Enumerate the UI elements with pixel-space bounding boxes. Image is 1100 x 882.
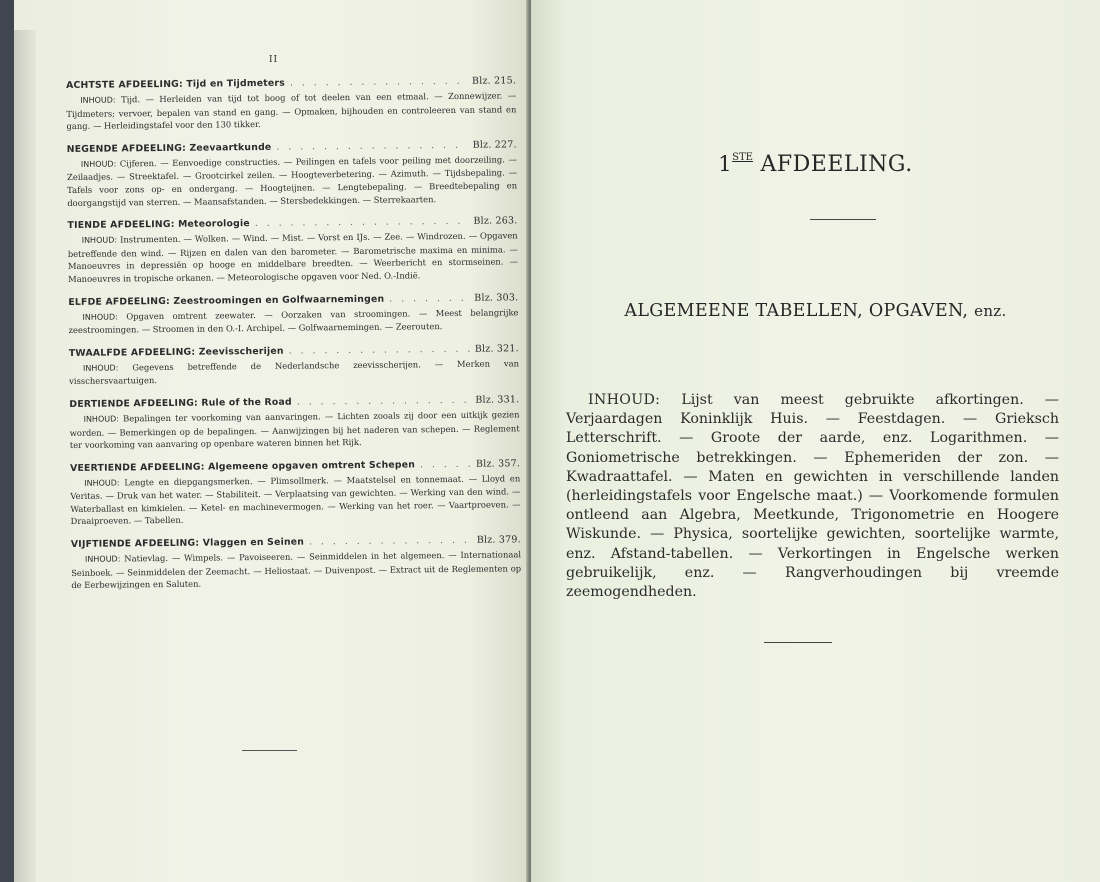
section-contents (67, 153, 518, 209)
right-page (531, 0, 1100, 882)
contents-text: Cijferen. — Eenvoedige constructies. — Peilingen en tafels voor peiling met doorzeiling. — Zeilaadjes. — Streektafel. — Grootcirkel zeilen. — Hoogteverbetering. — Azimuth. — Tijdsbepaling. — Tafels voor zons op- en ondergang. — Hoogteijnen. — Lengtebepaling. — Breedtebepaling en doorgangstijd van sterren. — Maansafstanden. — Stersbedekkingen. — Sterrekaarten. (66, 154, 518, 208)
title-rule (810, 219, 876, 220)
contents-label: INHOUD: (83, 414, 119, 424)
chapter-ordinal-suffix: STE (732, 152, 753, 163)
contents-text: Lengte en diepgangsmerken. — Plimsollmerk. — Maatstelsel en tonnemaat. — Lloyd en Veritas. — Druk van het water. — Stabiliteit. — Verplaatsing van gewichten. — Werking van den wind. — Waterballast en kimkielen. — Ketel- en machinevermogen. — Werking van het roer. — Vaartproeven. — Draaiproeven. — Tabellen. (70, 472, 521, 527)
contents-label: INHOUD: (80, 159, 117, 169)
toc-section-13 (69, 394, 520, 451)
section-title: VEERTIENDE AFDEELING: Algemeene opgaven omtrent Schepen (70, 459, 416, 474)
toc-section-11 (68, 292, 518, 337)
chapter-ordinal: 1 (718, 152, 733, 176)
leader-dots (309, 535, 472, 548)
chapter-title (531, 152, 1100, 177)
contents-label: INHOUD: (84, 554, 121, 564)
contents-text: Natievlag. — Wimpels. — Pavoiseeren. — Seinmiddelen in het algemeen. — Internationaal Seinboek. — Seinmiddelen der Zeemacht. — Heliostaat. — Duivenpost. — Extract uit de Reglementen op de Eerbewijzingen en Saluten. (71, 549, 522, 591)
leader-dots (289, 344, 470, 357)
toc-section-8 (66, 75, 517, 132)
leader-dots (255, 216, 469, 229)
contents-text: Tijd. — Herleiden van tijd tot boog of tot deelen van een etmaal. — Zonnewijzer. — Tijdmeters; vervoer, bepalen van stand en gang. — Opmaken, bijhouden en controleeren van stand en gang. — Herleidingstafel voor den 130 tikker. (66, 90, 517, 132)
section-contents (68, 229, 519, 285)
section-title: ACHTSTE AFDEELING: Tijd en Tijdmeters (66, 77, 285, 91)
toc-section-heading (71, 534, 521, 550)
leader-dots (420, 458, 471, 470)
toc-section-heading (68, 292, 518, 308)
section-title: NEGENDE AFDEELING: Zeevaartkunde (66, 141, 272, 155)
contents-label: INHOUD: (82, 363, 119, 373)
toc-section-10 (67, 215, 518, 285)
section-title: ELFDE AFDEELING: Zeestroomingen en Golfwaarnemingen (68, 293, 385, 308)
toc-section-heading (70, 458, 520, 474)
leader-dots (290, 76, 467, 89)
section-contents (71, 548, 521, 591)
toc-section-heading (67, 215, 517, 231)
table-of-contents (66, 75, 521, 603)
section-page-ref: Blz. 227. (472, 139, 517, 151)
end-rule (242, 750, 297, 751)
section-page-ref: Blz. 331. (475, 394, 520, 406)
section-title-tail: enz. (974, 302, 1007, 320)
toc-section-15 (71, 534, 522, 591)
chapter-contents (566, 391, 1059, 602)
contents-label: INHOUD: (588, 392, 661, 408)
section-contents (68, 306, 518, 337)
contents-text: Bepalingen ter voorkoming van aanvaringen. — Lichten zooals zij door een uitkijk gezien worden. — Bemerkingen op de bepalingen. — Aanwijzingen bij het naderen van schepen. — Reglement ter voorkoming van aanvaring op openbare wateren binnen het Rijk. (69, 409, 520, 451)
toc-section-heading (66, 75, 516, 91)
leader-dots (297, 395, 471, 408)
contents-label: INHOUD: (81, 235, 118, 246)
toc-section-heading (69, 394, 519, 410)
section-page-ref: Blz. 303. (474, 291, 519, 304)
toc-section-12 (69, 343, 519, 388)
leader-dots (389, 292, 469, 304)
toc-section-heading (69, 343, 519, 359)
section-contents (70, 472, 521, 528)
section-title: TWAALFDE AFDEELING: Zeevisscherijen (68, 345, 284, 359)
leader-dots (276, 140, 467, 153)
page-number: II (269, 55, 279, 65)
section-page-ref: Blz. 379. (476, 534, 521, 546)
section-page-ref: Blz. 263. (473, 215, 518, 227)
contents-text: Opgaven omtrent zeewater. — Oorzaken van stroomingen. — Meest belangrijke zeestroomingen. — Stroomen in den O.-I. Archipel. — Golfwaarnemingen. — Zeerouten. (68, 306, 519, 336)
section-page-ref: Blz. 321. (474, 342, 519, 355)
toc-section-14 (70, 458, 521, 528)
section-title-main: ALGEMEENE TABELLEN, OPGAVEN, (624, 301, 969, 321)
section-title: VIJFTIENDE AFDEELING: Vlaggen en Seinen (70, 536, 305, 551)
section-contents (69, 357, 519, 388)
section-page-ref: Blz. 357. (475, 457, 521, 470)
section-contents (69, 408, 519, 451)
contents-text: Gegevens betreffende de Nederlandsche zeevisscherijen. — Merken van visschersvaartuigen. (69, 357, 520, 387)
page-edge-shadow (14, 30, 36, 882)
left-page (14, 0, 530, 882)
end-rule (764, 642, 832, 643)
contents-text: Lijst van meest gebruikte afkortingen. — Verjaardagen Koninklijk Huis. — Feestdagen. — Grieksch Letterschrift. — Groote der aarde, enz. Logarithmen. — Goniometrische betrekkingen. — Ephemeriden der zon. — Kwadraattafel. — Maten en gewichten in verschillende landen (herleidingstafels voor Engelsche maat.) — Voorkomende formulen ontleend aan Algebra, Meetkunde, Trigonometrie en Hoogere Wiskunde. — Physica, soortelijke gewichten, soortelijke warmte, enz. Afstand-tabellen. — Verkortingen in Engelsche werken gebruikelijk, enz. — Rangverhoudingen bij vreemde zeemogendheden. (566, 392, 1059, 601)
contents-label: INHOUD: (80, 95, 116, 105)
contents-label: INHOUD: (82, 312, 118, 322)
toc-section-9 (67, 139, 518, 209)
section-title (531, 301, 1100, 321)
chapter-title-text: AFDEELING. (760, 152, 913, 177)
contents-text: Instrumenten. — Wolken. — Wind. — Mist. — Vorst en IJs. — Zee. — Windrozen. — Opgaven betreffende den wind. — Rijzen en dalen van den barometer. — Barometrische maxima en minima. — Manoeuvres in depressiën op hooge en middelbare breedten. — Weerbericht en stormseinen. — Manoeuvres in tropische orkanen. — Meteorologische opgaven voor Ned. O.-Indië. (67, 230, 518, 284)
toc-section-heading (67, 139, 517, 155)
section-page-ref: Blz. 215. (471, 75, 517, 87)
contents-label: INHOUD: (84, 478, 120, 488)
section-title: DERTIENDE AFDEELING: Rule of the Road (69, 396, 292, 410)
section-title: TIENDE AFDEELING: Meteorologie (67, 218, 250, 232)
section-contents (66, 89, 516, 132)
